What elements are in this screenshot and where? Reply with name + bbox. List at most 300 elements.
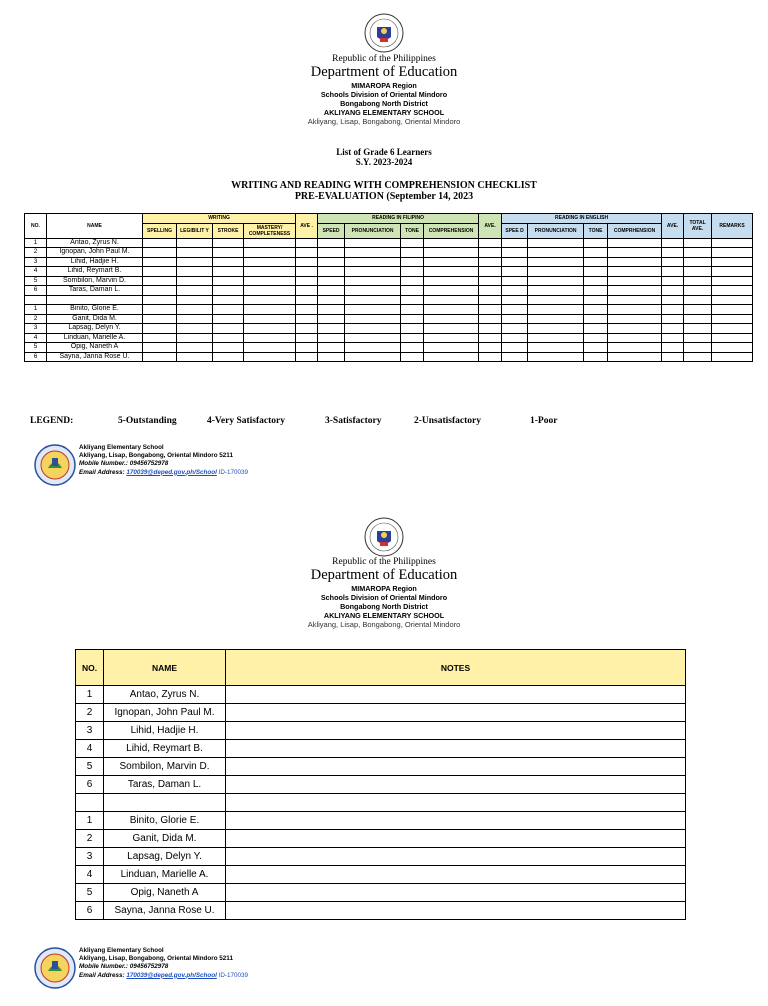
score-cell[interactable] bbox=[143, 257, 177, 267]
score-cell[interactable] bbox=[296, 343, 318, 353]
learner-name: Taras, Daman L. bbox=[47, 286, 143, 296]
score-cell[interactable] bbox=[296, 257, 318, 267]
score-cell[interactable] bbox=[318, 305, 345, 315]
score-cell[interactable] bbox=[584, 343, 608, 353]
score-cell[interactable] bbox=[424, 267, 479, 277]
score-cell[interactable] bbox=[213, 257, 244, 267]
score-cell[interactable] bbox=[684, 333, 712, 343]
score-cell[interactable] bbox=[608, 286, 662, 296]
score-cell[interactable] bbox=[712, 333, 753, 343]
score-cell[interactable] bbox=[684, 343, 712, 353]
score-cell[interactable] bbox=[608, 276, 662, 286]
footer-email-link[interactable]: 170039@deped.gov.ph/School bbox=[126, 971, 217, 979]
notes-cell[interactable] bbox=[226, 794, 686, 812]
score-cell[interactable] bbox=[662, 343, 684, 353]
score-cell[interactable] bbox=[244, 314, 296, 324]
score-cell[interactable] bbox=[584, 324, 608, 334]
score-cell[interactable] bbox=[318, 286, 345, 296]
score-cell[interactable] bbox=[401, 343, 424, 353]
table-row bbox=[25, 295, 753, 305]
score-cell[interactable] bbox=[143, 352, 177, 362]
score-cell[interactable] bbox=[712, 305, 753, 315]
score-cell[interactable] bbox=[143, 276, 177, 286]
score-cell[interactable] bbox=[244, 286, 296, 296]
score-cell[interactable] bbox=[528, 257, 584, 267]
score-cell[interactable] bbox=[502, 267, 528, 277]
score-cell[interactable] bbox=[684, 267, 712, 277]
score-cell[interactable] bbox=[528, 324, 584, 334]
score-cell[interactable] bbox=[479, 286, 502, 296]
score-cell[interactable] bbox=[479, 267, 502, 277]
learner-name: Antao, Zyrus N. bbox=[47, 238, 143, 248]
learner-no: 3 bbox=[25, 324, 47, 334]
score-cell[interactable] bbox=[177, 286, 213, 296]
table-row bbox=[25, 352, 753, 362]
score-cell[interactable] bbox=[502, 314, 528, 324]
score-cell[interactable] bbox=[528, 238, 584, 248]
score-cell[interactable] bbox=[143, 248, 177, 258]
score-cell[interactable] bbox=[502, 305, 528, 315]
score-cell[interactable] bbox=[424, 286, 479, 296]
footer-mobile: Mobile Number.: 09456752978 bbox=[79, 460, 169, 468]
score-cell[interactable] bbox=[143, 333, 177, 343]
col-tone-english: TONE bbox=[584, 223, 608, 238]
score-cell[interactable] bbox=[662, 333, 684, 343]
score-cell[interactable] bbox=[502, 257, 528, 267]
notes-cell[interactable] bbox=[226, 902, 686, 920]
score-cell[interactable] bbox=[345, 333, 401, 343]
score-cell[interactable] bbox=[712, 324, 753, 334]
score-cell[interactable] bbox=[401, 238, 424, 248]
score-cell[interactable] bbox=[318, 343, 345, 353]
score-cell[interactable] bbox=[712, 257, 753, 267]
score-cell[interactable] bbox=[608, 295, 662, 305]
score-cell[interactable] bbox=[401, 314, 424, 324]
score-cell[interactable] bbox=[424, 305, 479, 315]
score-cell[interactable] bbox=[684, 238, 712, 248]
score-cell[interactable] bbox=[244, 248, 296, 258]
col-writing: WRITING bbox=[143, 214, 296, 224]
score-cell[interactable] bbox=[584, 314, 608, 324]
score-cell[interactable] bbox=[318, 276, 345, 286]
score-cell[interactable] bbox=[528, 267, 584, 277]
score-cell[interactable] bbox=[318, 267, 345, 277]
score-cell[interactable] bbox=[244, 305, 296, 315]
score-cell[interactable] bbox=[712, 314, 753, 324]
score-cell[interactable] bbox=[143, 343, 177, 353]
score-cell[interactable] bbox=[479, 305, 502, 315]
score-cell[interactable] bbox=[684, 324, 712, 334]
score-cell[interactable] bbox=[662, 238, 684, 248]
score-cell[interactable] bbox=[528, 343, 584, 353]
notes-cell[interactable] bbox=[226, 812, 686, 830]
score-cell[interactable] bbox=[528, 276, 584, 286]
score-cell[interactable] bbox=[296, 305, 318, 315]
score-cell[interactable] bbox=[318, 314, 345, 324]
score-cell[interactable] bbox=[662, 314, 684, 324]
col-remarks: REMARKS bbox=[712, 214, 753, 239]
score-cell[interactable] bbox=[479, 276, 502, 286]
learner-name: Sayna, Janna Rose U. bbox=[104, 902, 226, 920]
notes-cell[interactable] bbox=[226, 758, 686, 776]
score-cell[interactable] bbox=[424, 352, 479, 362]
score-cell[interactable] bbox=[213, 248, 244, 258]
table-row bbox=[25, 305, 753, 315]
score-cell[interactable] bbox=[143, 295, 177, 305]
score-cell[interactable] bbox=[177, 305, 213, 315]
school-name: AKLIYANG ELEMENTARY SCHOOL bbox=[323, 108, 445, 117]
score-cell[interactable] bbox=[143, 267, 177, 277]
col-mastery: MASTERY/ COMPLETENESS bbox=[244, 223, 296, 238]
score-cell[interactable] bbox=[296, 324, 318, 334]
learner-no: 2 bbox=[76, 704, 104, 722]
score-cell[interactable] bbox=[584, 248, 608, 258]
score-cell[interactable] bbox=[608, 305, 662, 315]
score-cell[interactable] bbox=[424, 276, 479, 286]
score-cell[interactable] bbox=[345, 267, 401, 277]
score-cell[interactable] bbox=[401, 267, 424, 277]
learner-name: Binito, Glorie E. bbox=[47, 305, 143, 315]
score-cell[interactable] bbox=[608, 314, 662, 324]
score-cell[interactable] bbox=[318, 238, 345, 248]
score-cell[interactable] bbox=[401, 324, 424, 334]
score-cell[interactable] bbox=[401, 295, 424, 305]
score-cell[interactable] bbox=[684, 276, 712, 286]
notes-cell[interactable] bbox=[226, 866, 686, 884]
score-cell[interactable] bbox=[213, 352, 244, 362]
learner-name: Lihid, Hadjie H. bbox=[47, 257, 143, 267]
score-cell[interactable] bbox=[684, 248, 712, 258]
school-footer bbox=[34, 947, 434, 987]
score-cell[interactable] bbox=[213, 324, 244, 334]
notes-cell[interactable] bbox=[226, 686, 686, 704]
score-cell[interactable] bbox=[584, 286, 608, 296]
legend-item: 1-Poor bbox=[530, 416, 558, 426]
score-cell[interactable] bbox=[177, 295, 213, 305]
score-cell[interactable] bbox=[318, 352, 345, 362]
score-cell[interactable] bbox=[662, 257, 684, 267]
learner-name: Lapsag, Delyn Y. bbox=[47, 324, 143, 334]
col-speed: SPEED bbox=[318, 223, 345, 238]
table-row bbox=[25, 248, 753, 258]
score-cell[interactable] bbox=[502, 286, 528, 296]
score-cell[interactable] bbox=[213, 305, 244, 315]
score-cell[interactable] bbox=[528, 305, 584, 315]
score-cell[interactable] bbox=[345, 352, 401, 362]
footer-email-link[interactable]: 170039@deped.gov.ph/School bbox=[126, 468, 217, 476]
score-cell[interactable] bbox=[608, 324, 662, 334]
score-cell[interactable] bbox=[244, 333, 296, 343]
score-cell[interactable] bbox=[684, 286, 712, 296]
score-cell[interactable] bbox=[244, 267, 296, 277]
score-cell[interactable] bbox=[345, 276, 401, 286]
score-cell[interactable] bbox=[479, 343, 502, 353]
score-cell[interactable] bbox=[584, 333, 608, 343]
score-cell[interactable] bbox=[345, 314, 401, 324]
score-cell[interactable] bbox=[712, 238, 753, 248]
footer-email-label: Email Address: bbox=[79, 468, 127, 476]
score-cell[interactable] bbox=[318, 257, 345, 267]
score-cell[interactable] bbox=[684, 314, 712, 324]
score-cell[interactable] bbox=[177, 267, 213, 277]
score-cell[interactable] bbox=[401, 248, 424, 258]
learner-no: 6 bbox=[76, 902, 104, 920]
col-spelling: SPELLING bbox=[143, 223, 177, 238]
score-cell[interactable] bbox=[424, 314, 479, 324]
score-cell[interactable] bbox=[143, 286, 177, 296]
score-cell[interactable] bbox=[479, 324, 502, 334]
score-cell[interactable] bbox=[296, 248, 318, 258]
score-cell[interactable] bbox=[213, 343, 244, 353]
score-cell[interactable] bbox=[528, 333, 584, 343]
score-cell[interactable] bbox=[684, 257, 712, 267]
score-cell[interactable] bbox=[177, 352, 213, 362]
score-cell[interactable] bbox=[296, 286, 318, 296]
score-cell[interactable] bbox=[244, 295, 296, 305]
score-cell[interactable] bbox=[662, 305, 684, 315]
score-cell[interactable] bbox=[502, 238, 528, 248]
score-cell[interactable] bbox=[528, 286, 584, 296]
table-row bbox=[76, 740, 686, 758]
score-cell[interactable] bbox=[608, 343, 662, 353]
score-cell[interactable] bbox=[712, 248, 753, 258]
learner-name: Ganit, Dida M. bbox=[47, 314, 143, 324]
learner-no: 6 bbox=[25, 286, 47, 296]
legend-item: 5-Outstanding bbox=[118, 416, 177, 426]
score-cell[interactable] bbox=[296, 333, 318, 343]
table-row bbox=[76, 776, 686, 794]
score-cell[interactable] bbox=[479, 248, 502, 258]
table-row bbox=[76, 902, 686, 920]
col-english-ave: AVE. bbox=[662, 214, 684, 239]
score-cell[interactable] bbox=[608, 248, 662, 258]
score-cell[interactable] bbox=[662, 352, 684, 362]
score-cell[interactable] bbox=[712, 343, 753, 353]
learner-name: Ignopan, John Paul M. bbox=[104, 704, 226, 722]
score-cell[interactable] bbox=[213, 276, 244, 286]
table-row bbox=[25, 333, 753, 343]
score-cell[interactable] bbox=[712, 267, 753, 277]
score-cell[interactable] bbox=[608, 238, 662, 248]
score-cell[interactable] bbox=[502, 352, 528, 362]
learner-name: Opig, Naneth A bbox=[104, 884, 226, 902]
score-cell[interactable] bbox=[244, 238, 296, 248]
score-cell[interactable] bbox=[345, 324, 401, 334]
division-label: Schools Division of Oriental Mindoro bbox=[320, 90, 448, 99]
learner-no: 1 bbox=[25, 238, 47, 248]
score-cell[interactable] bbox=[424, 248, 479, 258]
notes-cell[interactable] bbox=[226, 830, 686, 848]
learner-name: Linduan, Marielle A. bbox=[104, 866, 226, 884]
score-cell[interactable] bbox=[712, 276, 753, 286]
score-cell[interactable] bbox=[401, 305, 424, 315]
score-cell[interactable] bbox=[244, 276, 296, 286]
score-cell[interactable] bbox=[401, 352, 424, 362]
score-cell[interactable] bbox=[213, 295, 244, 305]
score-cell[interactable] bbox=[296, 238, 318, 248]
score-cell[interactable] bbox=[401, 257, 424, 267]
score-cell[interactable] bbox=[479, 257, 502, 267]
checklist-title: WRITING AND READING WITH COMPREHENSION CHECKLIST bbox=[231, 180, 537, 191]
score-cell[interactable] bbox=[479, 314, 502, 324]
learner-no: 1 bbox=[76, 686, 104, 704]
score-cell[interactable] bbox=[177, 333, 213, 343]
score-cell[interactable] bbox=[684, 295, 712, 305]
score-cell[interactable] bbox=[684, 352, 712, 362]
learner-name: Lihid, Reymart B. bbox=[47, 267, 143, 277]
learner-name: Sayna, Janna Rose U. bbox=[47, 352, 143, 362]
learner-name: Lihid, Reymart B. bbox=[104, 740, 226, 758]
score-cell[interactable] bbox=[424, 324, 479, 334]
learner-no: 5 bbox=[76, 884, 104, 902]
score-cell[interactable] bbox=[213, 314, 244, 324]
score-cell[interactable] bbox=[345, 343, 401, 353]
score-cell[interactable] bbox=[296, 267, 318, 277]
col-stroke: STROKE bbox=[213, 223, 244, 238]
score-cell[interactable] bbox=[424, 333, 479, 343]
score-cell[interactable] bbox=[424, 295, 479, 305]
score-cell[interactable] bbox=[712, 286, 753, 296]
notes-cell[interactable] bbox=[226, 722, 686, 740]
score-cell[interactable] bbox=[213, 333, 244, 343]
score-cell[interactable] bbox=[143, 238, 177, 248]
notes-cell[interactable] bbox=[226, 776, 686, 794]
score-cell[interactable] bbox=[177, 238, 213, 248]
score-cell[interactable] bbox=[345, 257, 401, 267]
score-cell[interactable] bbox=[177, 314, 213, 324]
score-cell[interactable] bbox=[345, 238, 401, 248]
score-cell[interactable] bbox=[424, 257, 479, 267]
score-cell[interactable] bbox=[143, 305, 177, 315]
score-cell[interactable] bbox=[528, 248, 584, 258]
score-cell[interactable] bbox=[608, 257, 662, 267]
score-cell[interactable] bbox=[479, 352, 502, 362]
blank-cell bbox=[76, 794, 104, 812]
score-cell[interactable] bbox=[662, 324, 684, 334]
score-cell[interactable] bbox=[424, 343, 479, 353]
score-cell[interactable] bbox=[318, 324, 345, 334]
learner-name: Lapsag, Delyn Y. bbox=[104, 848, 226, 866]
score-cell[interactable] bbox=[244, 343, 296, 353]
score-cell[interactable] bbox=[479, 295, 502, 305]
score-cell[interactable] bbox=[244, 257, 296, 267]
school-address: Akliyang, Lisap, Bongabong, Oriental Mindoro bbox=[307, 620, 461, 629]
score-cell[interactable] bbox=[502, 295, 528, 305]
score-cell[interactable] bbox=[345, 295, 401, 305]
score-cell[interactable] bbox=[296, 276, 318, 286]
score-cell[interactable] bbox=[584, 238, 608, 248]
col-speed-english: SPEE D bbox=[502, 223, 528, 238]
score-cell[interactable] bbox=[662, 295, 684, 305]
score-cell[interactable] bbox=[143, 324, 177, 334]
score-cell[interactable] bbox=[502, 248, 528, 258]
score-cell[interactable] bbox=[401, 286, 424, 296]
score-cell[interactable] bbox=[684, 305, 712, 315]
score-cell[interactable] bbox=[345, 286, 401, 296]
notes-cell[interactable] bbox=[226, 884, 686, 902]
score-cell[interactable] bbox=[608, 352, 662, 362]
notes-cell[interactable] bbox=[226, 704, 686, 722]
score-cell[interactable] bbox=[712, 352, 753, 362]
notes-col-notes: NOTES bbox=[226, 650, 686, 686]
score-cell[interactable] bbox=[584, 352, 608, 362]
score-cell[interactable] bbox=[401, 333, 424, 343]
score-cell[interactable] bbox=[479, 333, 502, 343]
score-cell[interactable] bbox=[479, 238, 502, 248]
score-cell[interactable] bbox=[345, 248, 401, 258]
learner-no: 3 bbox=[25, 257, 47, 267]
score-cell[interactable] bbox=[584, 295, 608, 305]
score-cell[interactable] bbox=[608, 267, 662, 277]
score-cell[interactable] bbox=[177, 248, 213, 258]
notes-cell[interactable] bbox=[226, 740, 686, 758]
col-reading-english: READING IN ENGLISH bbox=[502, 214, 662, 224]
score-cell[interactable] bbox=[584, 267, 608, 277]
legend-item: 4-Very Satisfactory bbox=[207, 416, 286, 426]
score-cell[interactable] bbox=[296, 314, 318, 324]
district-label: Bongabong North District bbox=[340, 99, 428, 108]
score-cell[interactable] bbox=[584, 305, 608, 315]
score-cell[interactable] bbox=[502, 343, 528, 353]
score-cell[interactable] bbox=[528, 352, 584, 362]
table-row bbox=[25, 286, 753, 296]
table-row bbox=[76, 686, 686, 704]
score-cell[interactable] bbox=[502, 333, 528, 343]
score-cell[interactable] bbox=[662, 267, 684, 277]
score-cell[interactable] bbox=[502, 324, 528, 334]
score-cell[interactable] bbox=[608, 333, 662, 343]
score-cell[interactable] bbox=[143, 314, 177, 324]
score-cell[interactable] bbox=[584, 257, 608, 267]
score-cell[interactable] bbox=[213, 286, 244, 296]
school-address: Akliyang, Lisap, Bongabong, Oriental Mindoro bbox=[307, 117, 461, 126]
notes-col-no: NO. bbox=[76, 650, 104, 686]
score-cell[interactable] bbox=[528, 314, 584, 324]
score-cell[interactable] bbox=[213, 267, 244, 277]
score-cell[interactable] bbox=[528, 295, 584, 305]
score-cell[interactable] bbox=[244, 352, 296, 362]
school-logo-icon bbox=[34, 947, 76, 989]
score-cell[interactable] bbox=[244, 324, 296, 334]
score-cell[interactable] bbox=[502, 276, 528, 286]
score-cell[interactable] bbox=[662, 248, 684, 258]
score-cell[interactable] bbox=[318, 333, 345, 343]
score-cell[interactable] bbox=[401, 276, 424, 286]
score-cell[interactable] bbox=[296, 295, 318, 305]
list-title: List of Grade 6 Learners bbox=[336, 147, 432, 157]
col-writing-ave: AVE . bbox=[296, 214, 318, 239]
score-cell[interactable] bbox=[424, 238, 479, 248]
score-cell[interactable] bbox=[177, 257, 213, 267]
score-cell[interactable] bbox=[345, 305, 401, 315]
col-legibility: LEGIBILIT Y bbox=[177, 223, 213, 238]
score-cell[interactable] bbox=[177, 324, 213, 334]
score-cell[interactable] bbox=[662, 276, 684, 286]
score-cell[interactable] bbox=[318, 248, 345, 258]
legend-item: 2-Unsatisfactory bbox=[414, 416, 482, 426]
score-cell[interactable] bbox=[177, 343, 213, 353]
score-cell[interactable] bbox=[318, 295, 345, 305]
score-cell[interactable] bbox=[177, 276, 213, 286]
score-cell[interactable] bbox=[296, 352, 318, 362]
score-cell[interactable] bbox=[584, 276, 608, 286]
score-cell[interactable] bbox=[712, 295, 753, 305]
learner-no: 4 bbox=[25, 333, 47, 343]
notes-cell[interactable] bbox=[226, 848, 686, 866]
score-cell[interactable] bbox=[662, 286, 684, 296]
score-cell[interactable] bbox=[213, 238, 244, 248]
region-label: MIMAROPA Region bbox=[351, 584, 417, 593]
